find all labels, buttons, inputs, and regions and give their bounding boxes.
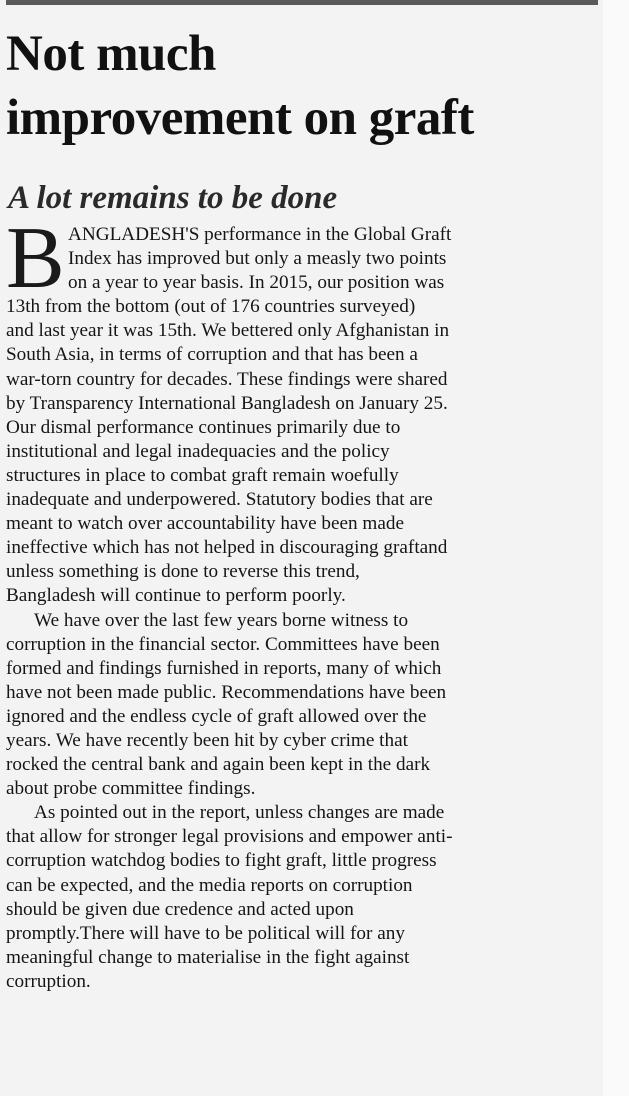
text-line: ignored and the endless cycle of graft allowed over the (6, 705, 427, 727)
text-line: meant to watch over accountability have been made (6, 513, 404, 535)
text-line: should be given due credence and acted upon (6, 898, 354, 920)
text-line: As pointed out in the report, unless changes are made (34, 802, 445, 824)
text-line: formed and findings furnished in reports, many of which (6, 657, 442, 679)
paragraph-3 (6, 801, 606, 994)
headline-line-1: Not much (6, 26, 216, 82)
paragraph-2 (6, 609, 606, 802)
article-body (6, 210, 606, 994)
text-line: 13th from the bottom (out of 176 countries surveyed) (6, 296, 416, 318)
text-line: on a year to year basis. In 2015, our position was (68, 272, 445, 294)
text-line: have not been made public. Recommendations have been (6, 681, 447, 703)
text-line: South Asia, in terms of corruption and that has been a (6, 344, 418, 366)
text-line: by Transparency International Bangladesh on January 25. (6, 392, 448, 414)
drop-cap: B (6, 210, 65, 307)
top-rule (6, 0, 598, 5)
headline (6, 22, 606, 150)
page-margin (603, 0, 629, 1096)
text-line: inadequate and underpowered. Statutory bodies that are (6, 489, 433, 511)
text-line: war-torn country for decades. These findings were shared (6, 368, 448, 390)
text-line: years. We have recently been hit by cyber crime that (6, 729, 408, 751)
text-line: We have over the last few years borne witness to (34, 609, 409, 631)
text-line: corruption. (6, 970, 91, 992)
text-line: meaningful change to materialise in the fight against (6, 946, 410, 968)
subheadline: A lot remains to be done (8, 180, 338, 216)
text-line: corruption watchdog bodies to fight graft, little progress (6, 850, 437, 872)
text-line: ANGLADESH'S performance in the Global Graft (68, 224, 452, 245)
article-paragraphs (6, 223, 606, 994)
text-line: Our dismal performance continues primarily due to (6, 416, 401, 438)
headline-line-2: improvement on graft (6, 90, 474, 146)
paragraph-1 (6, 223, 606, 609)
text-line: corruption in the financial sector. Committees have been (6, 633, 440, 655)
text-line: institutional and legal inadequacies and the policy (6, 440, 390, 462)
text-line: rocked the central bank and again been kept in the dark (6, 754, 431, 776)
text-line: about probe committee findings. (6, 778, 256, 800)
text-line: promptly.There will have to be political will for any (6, 922, 405, 944)
text-line: structures in place to combat graft remain woefully (6, 464, 399, 486)
text-line: can be expected, and the media reports on corruption (6, 874, 413, 896)
text-line: that allow for stronger legal provisions and empower anti- (6, 826, 453, 848)
text-line: ineffective which has not helped in discouraging graftand (6, 537, 448, 559)
text-line: Bangladesh will continue to perform poorly. (6, 585, 346, 607)
text-line: and last year it was 15th. We bettered only Afghanistan in (6, 320, 450, 342)
text-line: Index has improved but only a measly two points (68, 248, 447, 270)
text-line: unless something is done to reverse this trend, (6, 561, 360, 583)
